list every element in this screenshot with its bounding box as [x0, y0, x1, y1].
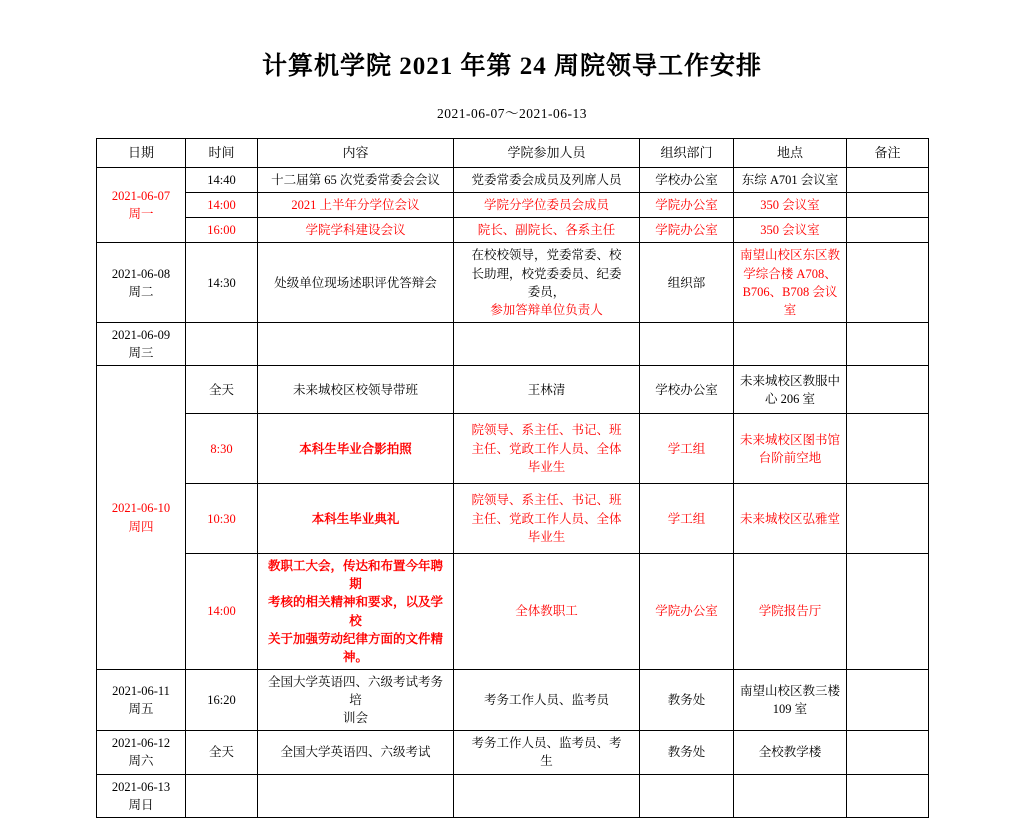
- note-cell: [847, 243, 929, 323]
- organizer-cell: 学院办公室: [640, 554, 734, 670]
- participants-cell: [454, 322, 640, 365]
- table-header-row: [97, 139, 929, 168]
- note-cell: [847, 484, 929, 554]
- date-cell: 2021-06-07 周一: [97, 168, 186, 243]
- organizer-cell: 教务处: [640, 669, 734, 730]
- note-cell: [847, 366, 929, 414]
- participants-cell: 院长、副院长、各系主任: [454, 218, 640, 243]
- note-cell: [847, 554, 929, 670]
- table-row: [97, 669, 929, 730]
- location-cell: 南望山校区东区教 学综合楼 A708、 B706、B708 会议室: [734, 243, 847, 323]
- content-cell: 处级单位现场述职评优答辩会: [258, 243, 454, 323]
- participants-cell: 王林清: [454, 366, 640, 414]
- note-cell: [847, 774, 929, 817]
- time-cell: 14:30: [186, 243, 258, 323]
- time-cell: 10:30: [186, 484, 258, 554]
- schedule-table-wrapper: [96, 138, 928, 818]
- location-cell: 全校教学楼: [734, 731, 847, 774]
- organizer-cell: 学院办公室: [640, 218, 734, 243]
- column-header-participants: 学院参加人员: [454, 139, 640, 168]
- participants-cell: 院领导、系主任、书记、班 主任、党政工作人员、全体 毕业生: [454, 484, 640, 554]
- time-cell: 16:00: [186, 218, 258, 243]
- participants-cell: 院领导、系主任、书记、班 主任、党政工作人员、全体 毕业生: [454, 414, 640, 484]
- content-cell: 本科生毕业合影拍照: [258, 414, 454, 484]
- time-cell: 全天: [186, 366, 258, 414]
- location-cell: 学院报告厅: [734, 554, 847, 670]
- location-cell: 未来城校区图书馆 台阶前空地: [734, 414, 847, 484]
- participants-cell: 考务工作人员、监考员: [454, 669, 640, 730]
- content-cell: 学院学科建设会议: [258, 218, 454, 243]
- table-row: [97, 193, 929, 218]
- note-cell: [847, 414, 929, 484]
- column-header-time: 时间: [186, 139, 258, 168]
- table-row: [97, 414, 929, 484]
- location-cell: 未来城校区弘雅堂: [734, 484, 847, 554]
- note-cell: [847, 168, 929, 193]
- column-header-note: 备注: [847, 139, 929, 168]
- date-cell: 2021-06-09 周三: [97, 322, 186, 365]
- location-cell: 350 会议室: [734, 218, 847, 243]
- table-row: [97, 218, 929, 243]
- organizer-cell: [640, 322, 734, 365]
- table-row: [97, 243, 929, 323]
- content-cell: [258, 322, 454, 365]
- note-cell: [847, 218, 929, 243]
- date-cell: 2021-06-12 周六: [97, 731, 186, 774]
- organizer-cell: 教务处: [640, 731, 734, 774]
- content-cell: 全国大学英语四、六级考试: [258, 731, 454, 774]
- time-cell: 14:40: [186, 168, 258, 193]
- organizer-cell: 学工组: [640, 484, 734, 554]
- time-cell: 14:00: [186, 554, 258, 670]
- column-header-content: 内容: [258, 139, 454, 168]
- time-cell: 8:30: [186, 414, 258, 484]
- organizer-cell: 学院办公室: [640, 193, 734, 218]
- content-cell: 2021 上半年分学位会议: [258, 193, 454, 218]
- content-cell: 教职工大会，传达和布置今年聘期 考核的相关精神和要求，以及学校 关于加强劳动纪律方面的文件精 神。: [258, 554, 454, 670]
- location-cell: [734, 774, 847, 817]
- content-cell: 十二届第 65 次党委常委会会议: [258, 168, 454, 193]
- location-cell: [734, 322, 847, 365]
- location-cell: 未来城校区教服中 心 206 室: [734, 366, 847, 414]
- location-cell: 南望山校区教三楼 109 室: [734, 669, 847, 730]
- table-row: [97, 168, 929, 193]
- table-row: [97, 554, 929, 670]
- location-cell: 东综 A701 会议室: [734, 168, 847, 193]
- participants-cell: [454, 774, 640, 817]
- table-row: [97, 366, 929, 414]
- organizer-cell: 组织部: [640, 243, 734, 323]
- page-title: 计算机学院 2021 年第 24 周院领导工作安排: [261, 53, 762, 80]
- content-cell: 本科生毕业典礼: [258, 484, 454, 554]
- organizer-cell: [640, 774, 734, 817]
- time-cell: 全天: [186, 731, 258, 774]
- time-cell: [186, 322, 258, 365]
- organizer-cell: 学校办公室: [640, 366, 734, 414]
- location-cell: 350 会议室: [734, 193, 847, 218]
- participants-cell: 在校校领导，党委常委、校 长助理，校党委委员、纪委 委员， 参加答辩单位负责人: [454, 243, 640, 323]
- content-cell: 未来城校区校领导带班: [258, 366, 454, 414]
- organizer-cell: 学校办公室: [640, 168, 734, 193]
- content-cell: [258, 774, 454, 817]
- time-cell: [186, 774, 258, 817]
- participants-cell: 全体教职工: [454, 554, 640, 670]
- organizer-cell: 学工组: [640, 414, 734, 484]
- date-range-subtitle: 2021-06-07～2021-06-13: [437, 106, 587, 121]
- column-header-location: 地点: [734, 139, 847, 168]
- note-cell: [847, 731, 929, 774]
- table-row: [97, 731, 929, 774]
- table-row: [97, 322, 929, 365]
- table-row: [97, 774, 929, 817]
- note-cell: [847, 322, 929, 365]
- date-cell: 2021-06-10 周四: [97, 366, 186, 670]
- content-cell: 全国大学英语四、六级考试考务培 训会: [258, 669, 454, 730]
- participants-cell: 考务工作人员、监考员、考 生: [454, 731, 640, 774]
- schedule-table: [96, 138, 929, 818]
- participants-cell: 党委常委会成员及列席人员: [454, 168, 640, 193]
- date-cell: 2021-06-11 周五: [97, 669, 186, 730]
- document-page: [0, 46, 1024, 812]
- note-cell: [847, 669, 929, 730]
- time-cell: 16:20: [186, 669, 258, 730]
- date-cell: 2021-06-08 周二: [97, 243, 186, 323]
- date-cell: 2021-06-13 周日: [97, 774, 186, 817]
- table-row: [97, 484, 929, 554]
- schedule-table-body: [97, 168, 929, 818]
- column-header-date: 日期: [97, 139, 186, 168]
- note-cell: [847, 193, 929, 218]
- time-cell: 14:00: [186, 193, 258, 218]
- column-header-organizer: 组织部门: [640, 139, 734, 168]
- participants-cell: 学院分学位委员会成员: [454, 193, 640, 218]
